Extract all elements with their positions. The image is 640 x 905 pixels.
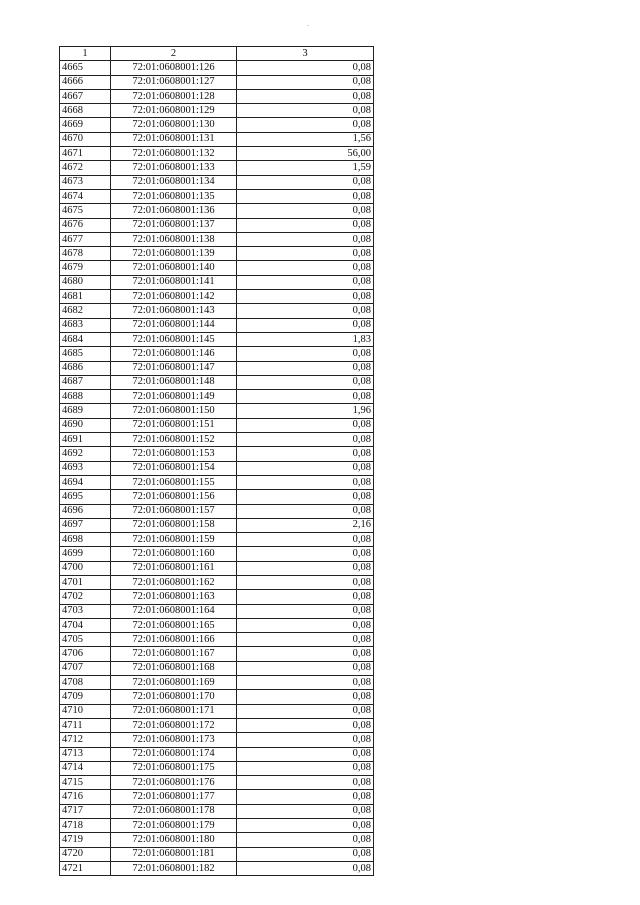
row-value: 0,08 <box>237 690 374 704</box>
row-number: 4687 <box>60 375 111 389</box>
table-row <box>60 290 374 304</box>
row-value: 0,08 <box>237 504 374 518</box>
table-row <box>60 833 374 847</box>
cadastral-number: 72:01:0608001:132 <box>111 147 237 161</box>
row-number: 4720 <box>60 847 111 861</box>
row-value: 1,56 <box>237 132 374 146</box>
table-row <box>60 561 374 575</box>
table-row <box>60 390 374 404</box>
row-number: 4667 <box>60 89 111 103</box>
table-row <box>60 490 374 504</box>
table-row <box>60 761 374 775</box>
row-number: 4693 <box>60 461 111 475</box>
table-row <box>60 89 374 103</box>
cadastral-number: 72:01:0608001:159 <box>111 533 237 547</box>
row-number: 4680 <box>60 275 111 289</box>
cadastral-number: 72:01:0608001:168 <box>111 661 237 675</box>
cadastral-number: 72:01:0608001:182 <box>111 861 237 875</box>
table-row <box>60 332 374 346</box>
cadastral-number: 72:01:0608001:171 <box>111 704 237 718</box>
table-row <box>60 304 374 318</box>
row-number: 4668 <box>60 104 111 118</box>
row-number: 4671 <box>60 147 111 161</box>
table-row <box>60 461 374 475</box>
cadastral-number: 72:01:0608001:166 <box>111 633 237 647</box>
row-number: 4672 <box>60 161 111 175</box>
row-value: 0,08 <box>237 347 374 361</box>
table-body <box>60 47 374 876</box>
table-row <box>60 218 374 232</box>
row-number: 4689 <box>60 404 111 418</box>
cadastral-number: 72:01:0608001:174 <box>111 747 237 761</box>
row-value: 0,08 <box>237 704 374 718</box>
cadastral-number: 72:01:0608001:145 <box>111 332 237 346</box>
row-number: 4716 <box>60 790 111 804</box>
cadastral-number: 72:01:0608001:152 <box>111 433 237 447</box>
table-row <box>60 189 374 203</box>
row-number: 4676 <box>60 218 111 232</box>
row-value: 1,83 <box>237 332 374 346</box>
table-row <box>60 75 374 89</box>
row-number: 4679 <box>60 261 111 275</box>
row-value: 2,16 <box>237 518 374 532</box>
row-value: 0,08 <box>237 418 374 432</box>
row-value: 0,08 <box>237 618 374 632</box>
header-col-1: 1 <box>60 47 111 61</box>
row-number: 4702 <box>60 590 111 604</box>
row-number: 4666 <box>60 75 111 89</box>
row-number: 4715 <box>60 776 111 790</box>
row-number: 4688 <box>60 390 111 404</box>
table-row <box>60 104 374 118</box>
row-number: 4683 <box>60 318 111 332</box>
row-value: 0,08 <box>237 547 374 561</box>
row-number: 4686 <box>60 361 111 375</box>
row-number: 4704 <box>60 618 111 632</box>
row-number: 4674 <box>60 189 111 203</box>
cadastral-number: 72:01:0608001:162 <box>111 575 237 589</box>
table-row <box>60 633 374 647</box>
table-row <box>60 347 374 361</box>
row-number: 4703 <box>60 604 111 618</box>
table-row <box>60 847 374 861</box>
row-value: 0,08 <box>237 318 374 332</box>
row-value: 0,08 <box>237 490 374 504</box>
row-value: 0,08 <box>237 475 374 489</box>
row-value: 0,08 <box>237 247 374 261</box>
table-row <box>60 232 374 246</box>
cadastral-number: 72:01:0608001:167 <box>111 647 237 661</box>
cadastral-number: 72:01:0608001:140 <box>111 261 237 275</box>
row-number: 4712 <box>60 733 111 747</box>
table-row <box>60 704 374 718</box>
row-value: 0,08 <box>237 790 374 804</box>
cadastral-number: 72:01:0608001:133 <box>111 161 237 175</box>
row-value: 0,08 <box>237 61 374 75</box>
cadastral-number: 72:01:0608001:151 <box>111 418 237 432</box>
row-value: 0,08 <box>237 861 374 875</box>
row-value: 0,08 <box>237 804 374 818</box>
row-number: 4705 <box>60 633 111 647</box>
row-value: 0,08 <box>237 761 374 775</box>
cadastral-number: 72:01:0608001:129 <box>111 104 237 118</box>
table-row <box>60 618 374 632</box>
table-row <box>60 118 374 132</box>
table-row <box>60 418 374 432</box>
row-value: 0,08 <box>237 718 374 732</box>
row-value: 0,08 <box>237 647 374 661</box>
row-number: 4696 <box>60 504 111 518</box>
row-number: 4673 <box>60 175 111 189</box>
row-value: 0,08 <box>237 590 374 604</box>
row-number: 4697 <box>60 518 111 532</box>
table-row <box>60 518 374 532</box>
cadastral-number: 72:01:0608001:180 <box>111 833 237 847</box>
cadastral-number: 72:01:0608001:169 <box>111 676 237 690</box>
table-row <box>60 475 374 489</box>
cadastral-number: 72:01:0608001:134 <box>111 175 237 189</box>
row-value: 0,08 <box>237 633 374 647</box>
cadastral-number: 72:01:0608001:181 <box>111 847 237 861</box>
row-number: 4714 <box>60 761 111 775</box>
row-value: 0,08 <box>237 261 374 275</box>
table-row <box>60 647 374 661</box>
row-number: 4718 <box>60 819 111 833</box>
cadastral-number: 72:01:0608001:138 <box>111 232 237 246</box>
row-value: 0,08 <box>237 819 374 833</box>
row-number: 4669 <box>60 118 111 132</box>
row-number: 4692 <box>60 447 111 461</box>
cadastral-number: 72:01:0608001:156 <box>111 490 237 504</box>
cadastral-number: 72:01:0608001:155 <box>111 475 237 489</box>
table-row <box>60 404 374 418</box>
table-row <box>60 61 374 75</box>
table-row <box>60 147 374 161</box>
table-row <box>60 132 374 146</box>
cadastral-number: 72:01:0608001:126 <box>111 61 237 75</box>
cadastral-number: 72:01:0608001:146 <box>111 347 237 361</box>
row-number: 4665 <box>60 61 111 75</box>
table-header-row <box>60 47 374 61</box>
table-row <box>60 161 374 175</box>
row-number: 4694 <box>60 475 111 489</box>
table-row <box>60 275 374 289</box>
table-row <box>60 590 374 604</box>
cadastral-number: 72:01:0608001:154 <box>111 461 237 475</box>
row-number: 4706 <box>60 647 111 661</box>
cadastral-number: 72:01:0608001:163 <box>111 590 237 604</box>
table-row <box>60 733 374 747</box>
row-value: 0,08 <box>237 433 374 447</box>
row-number: 4717 <box>60 804 111 818</box>
row-number: 4713 <box>60 747 111 761</box>
row-value: 0,08 <box>237 447 374 461</box>
table-row <box>60 676 374 690</box>
table-row <box>60 247 374 261</box>
row-value: 0,08 <box>237 561 374 575</box>
row-value: 0,08 <box>237 232 374 246</box>
row-value: 0,08 <box>237 776 374 790</box>
cadastral-number: 72:01:0608001:157 <box>111 504 237 518</box>
row-value: 0,08 <box>237 833 374 847</box>
row-value: 0,08 <box>237 75 374 89</box>
row-value: 0,08 <box>237 533 374 547</box>
row-number: 4707 <box>60 661 111 675</box>
cadastral-number: 72:01:0608001:176 <box>111 776 237 790</box>
cadastral-number: 72:01:0608001:141 <box>111 275 237 289</box>
cadastral-number: 72:01:0608001:153 <box>111 447 237 461</box>
row-number: 4675 <box>60 204 111 218</box>
row-number: 4721 <box>60 861 111 875</box>
table-row <box>60 433 374 447</box>
cadastral-number: 72:01:0608001:147 <box>111 361 237 375</box>
cadastral-number: 72:01:0608001:161 <box>111 561 237 575</box>
cadastral-number: 72:01:0608001:165 <box>111 618 237 632</box>
row-value: 0,08 <box>237 575 374 589</box>
row-number: 4710 <box>60 704 111 718</box>
cadastral-number: 72:01:0608001:144 <box>111 318 237 332</box>
cadastral-number: 72:01:0608001:143 <box>111 304 237 318</box>
row-value: 1,59 <box>237 161 374 175</box>
header-col-3: 3 <box>237 47 374 61</box>
table-row <box>60 861 374 875</box>
row-value: 56,00 <box>237 147 374 161</box>
cadastral-number: 72:01:0608001:158 <box>111 518 237 532</box>
row-number: 4685 <box>60 347 111 361</box>
cadastral-number: 72:01:0608001:177 <box>111 790 237 804</box>
cadastral-number: 72:01:0608001:170 <box>111 690 237 704</box>
row-value: 0,08 <box>237 290 374 304</box>
table-row <box>60 790 374 804</box>
table-row <box>60 361 374 375</box>
table-row <box>60 447 374 461</box>
cadastral-number: 72:01:0608001:142 <box>111 290 237 304</box>
cadastral-number: 72:01:0608001:148 <box>111 375 237 389</box>
row-number: 4682 <box>60 304 111 318</box>
cadastral-number: 72:01:0608001:160 <box>111 547 237 561</box>
row-number: 4684 <box>60 332 111 346</box>
row-value: 0,08 <box>237 676 374 690</box>
header-col-2: 2 <box>111 47 237 61</box>
row-value: 0,08 <box>237 104 374 118</box>
table-row <box>60 819 374 833</box>
row-value: 0,08 <box>237 375 374 389</box>
row-number: 4690 <box>60 418 111 432</box>
cadastral-number: 72:01:0608001:139 <box>111 247 237 261</box>
row-value: 0,08 <box>237 218 374 232</box>
table-row <box>60 718 374 732</box>
table-row <box>60 747 374 761</box>
cadastral-number: 72:01:0608001:137 <box>111 218 237 232</box>
scan-mark: . <box>307 20 309 28</box>
row-number: 4681 <box>60 290 111 304</box>
table-row <box>60 776 374 790</box>
table-row <box>60 575 374 589</box>
row-number: 4678 <box>60 247 111 261</box>
row-number: 4691 <box>60 433 111 447</box>
row-number: 4700 <box>60 561 111 575</box>
cadastral-number: 72:01:0608001:130 <box>111 118 237 132</box>
row-value: 0,08 <box>237 204 374 218</box>
table-row <box>60 690 374 704</box>
row-value: 0,08 <box>237 275 374 289</box>
row-value: 0,08 <box>237 461 374 475</box>
row-value: 0,08 <box>237 361 374 375</box>
row-number: 4701 <box>60 575 111 589</box>
row-value: 0,08 <box>237 189 374 203</box>
table-row <box>60 318 374 332</box>
cadastral-number: 72:01:0608001:136 <box>111 204 237 218</box>
row-number: 4719 <box>60 833 111 847</box>
cadastral-number: 72:01:0608001:127 <box>111 75 237 89</box>
row-number: 4670 <box>60 132 111 146</box>
row-value: 0,08 <box>237 747 374 761</box>
cadastral-number: 72:01:0608001:164 <box>111 604 237 618</box>
cadastral-number: 72:01:0608001:179 <box>111 819 237 833</box>
row-value: 0,08 <box>237 604 374 618</box>
row-value: 0,08 <box>237 661 374 675</box>
row-value: 0,08 <box>237 304 374 318</box>
table-row <box>60 204 374 218</box>
row-number: 4699 <box>60 547 111 561</box>
cadastral-number: 72:01:0608001:135 <box>111 189 237 203</box>
cadastral-number: 72:01:0608001:128 <box>111 89 237 103</box>
table-row <box>60 804 374 818</box>
row-number: 4695 <box>60 490 111 504</box>
row-number: 4677 <box>60 232 111 246</box>
row-value: 0,08 <box>237 390 374 404</box>
table-row <box>60 547 374 561</box>
cadastral-number: 72:01:0608001:173 <box>111 733 237 747</box>
table-row <box>60 533 374 547</box>
cadastral-number: 72:01:0608001:178 <box>111 804 237 818</box>
table-row <box>60 504 374 518</box>
row-value: 0,08 <box>237 175 374 189</box>
cadastral-number: 72:01:0608001:172 <box>111 718 237 732</box>
row-value: 0,08 <box>237 89 374 103</box>
cadastral-number: 72:01:0608001:131 <box>111 132 237 146</box>
table-row <box>60 661 374 675</box>
row-value: 0,08 <box>237 733 374 747</box>
cadastral-number: 72:01:0608001:175 <box>111 761 237 775</box>
row-value: 0,08 <box>237 847 374 861</box>
row-number: 4708 <box>60 676 111 690</box>
table-row <box>60 261 374 275</box>
row-number: 4698 <box>60 533 111 547</box>
cadastral-number: 72:01:0608001:149 <box>111 390 237 404</box>
table-row <box>60 375 374 389</box>
cadastral-table <box>59 46 374 876</box>
table-row <box>60 604 374 618</box>
table-row <box>60 175 374 189</box>
cadastral-number: 72:01:0608001:150 <box>111 404 237 418</box>
row-number: 4711 <box>60 718 111 732</box>
row-value: 0,08 <box>237 118 374 132</box>
row-number: 4709 <box>60 690 111 704</box>
row-value: 1,96 <box>237 404 374 418</box>
